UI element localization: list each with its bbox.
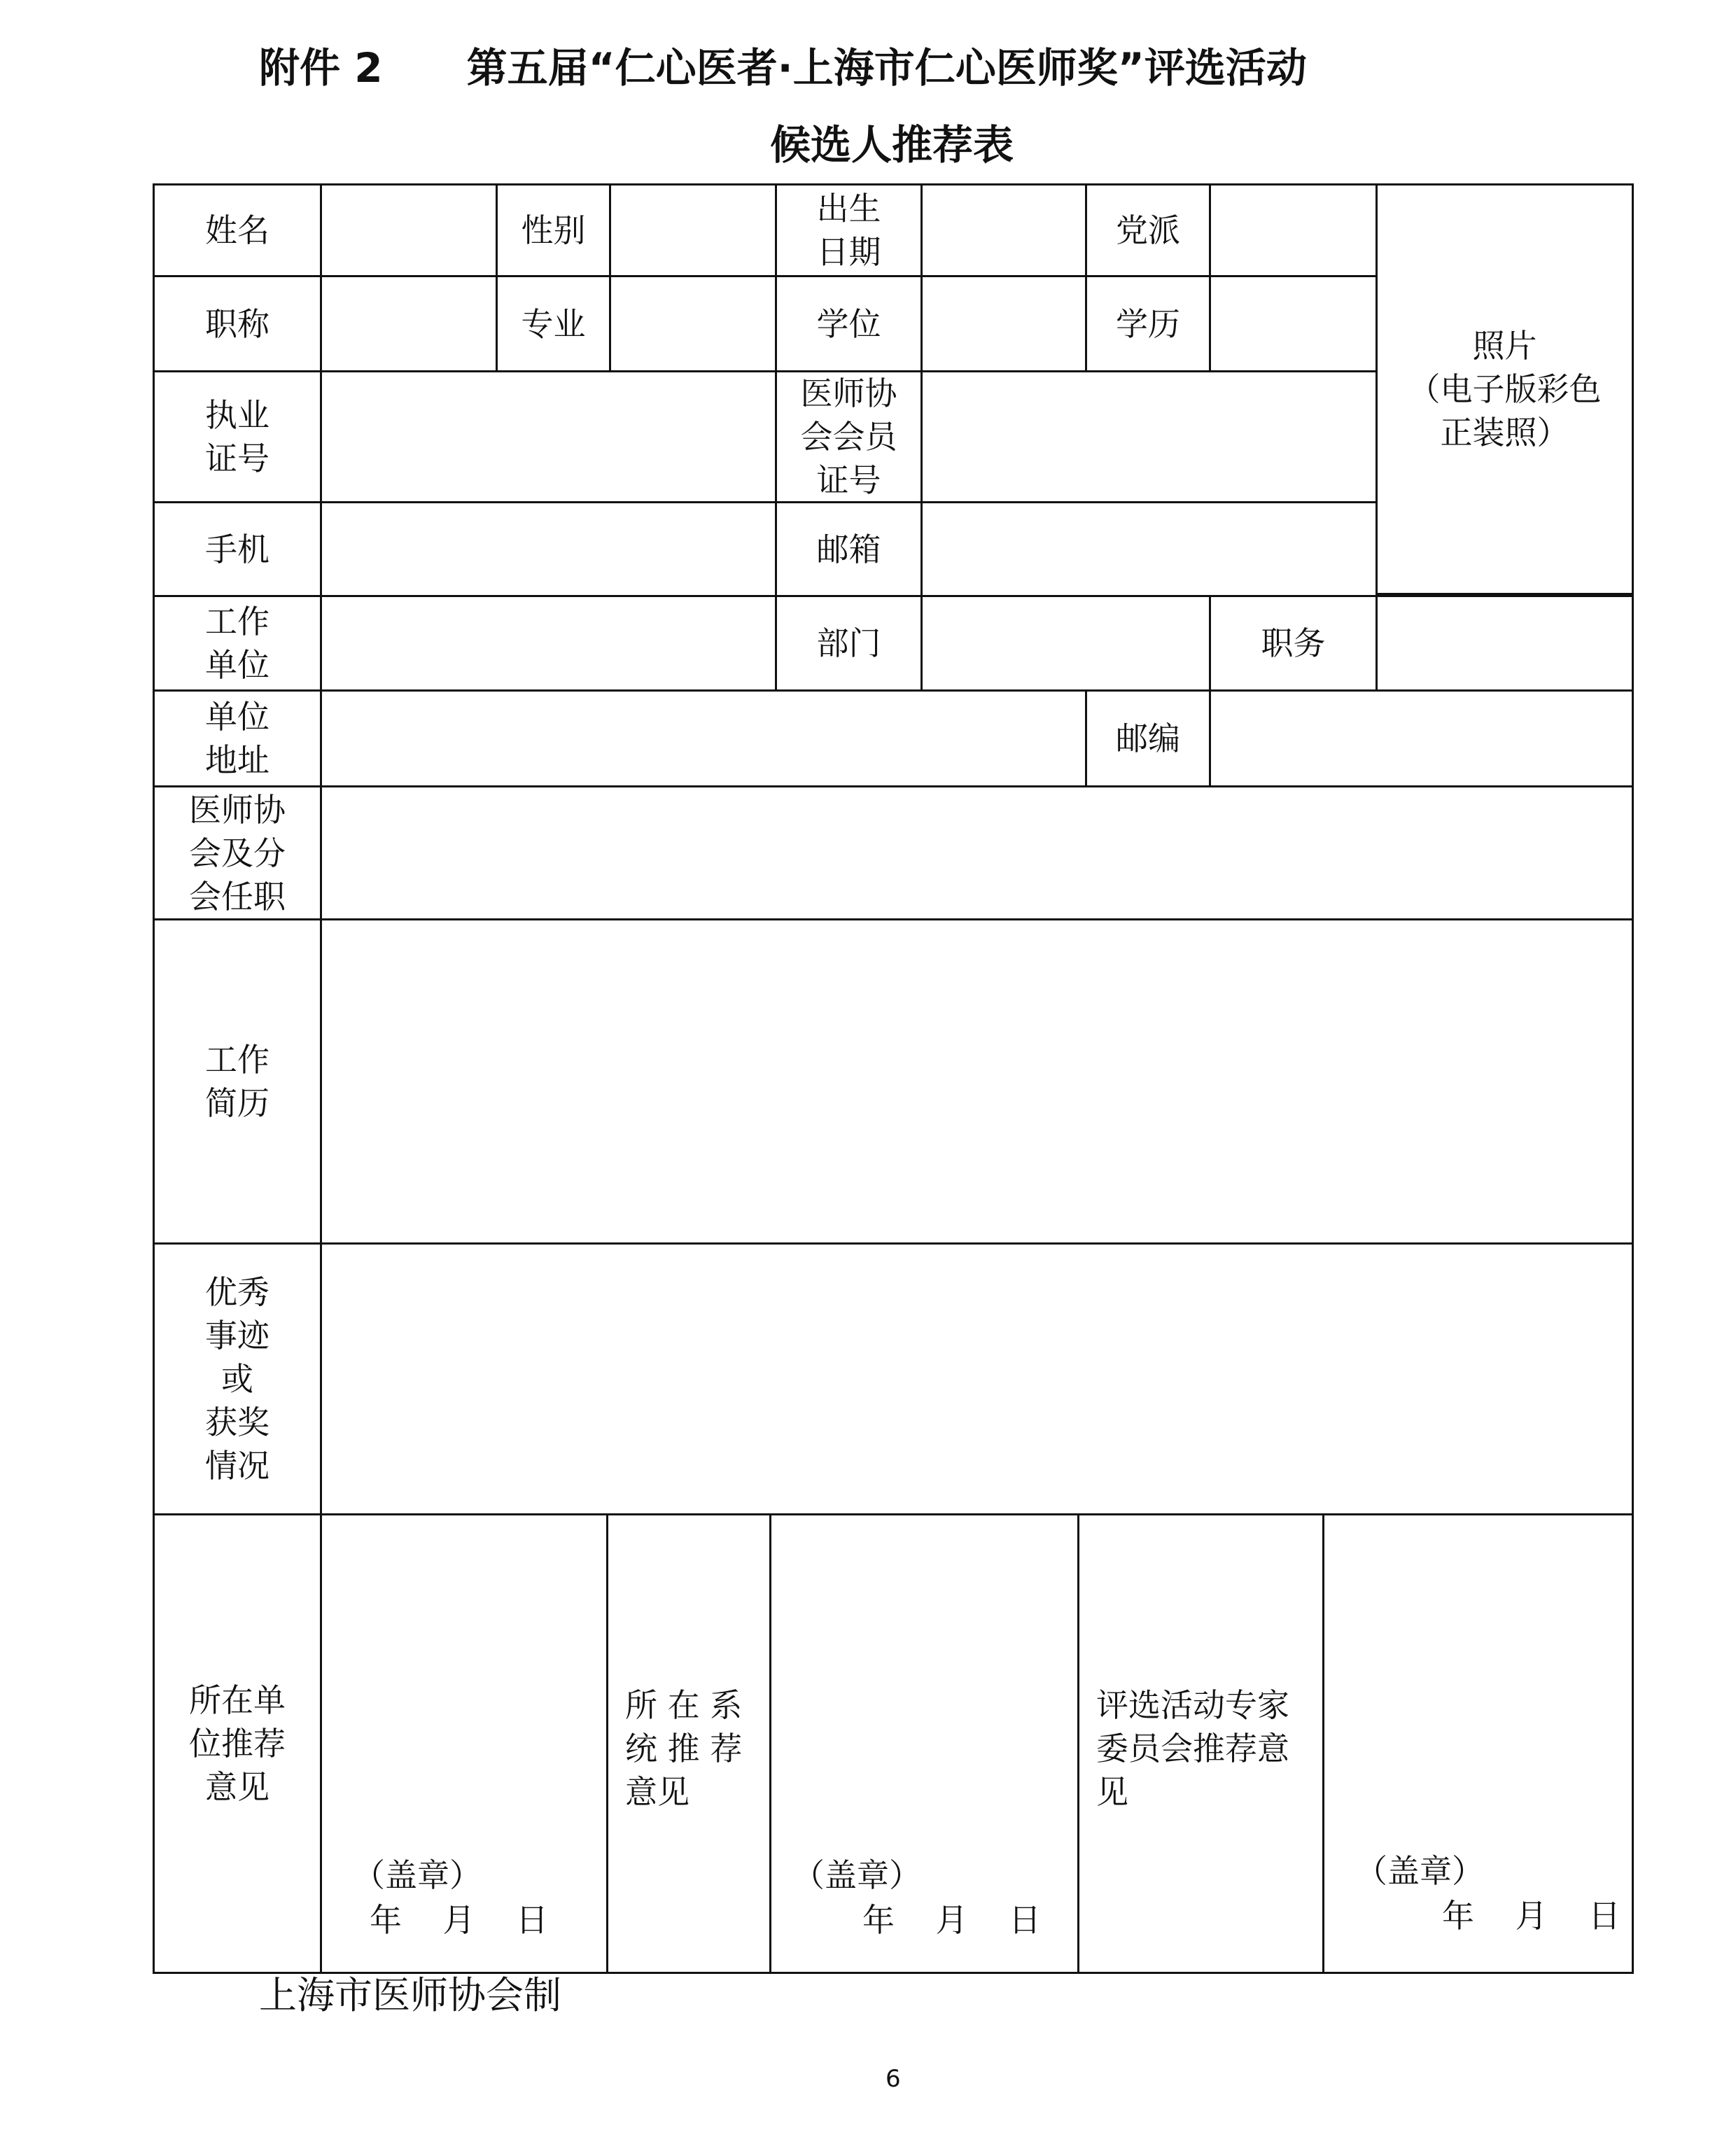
label-license-no: 执业 证号 bbox=[153, 370, 322, 503]
association-roles-field[interactable] bbox=[320, 785, 1634, 920]
degree-field[interactable] bbox=[920, 275, 1087, 372]
label-work-history: 工作 简历 bbox=[153, 918, 322, 1245]
unit-date-label: 年 月 日 bbox=[370, 1901, 548, 1939]
label-mobile: 手机 bbox=[153, 501, 322, 597]
label-major: 专业 bbox=[496, 275, 611, 372]
label-position: 职务 bbox=[1209, 595, 1378, 692]
address-field[interactable] bbox=[320, 689, 1087, 787]
label-unit-opinion: 所在单 位推荐 意见 bbox=[153, 1513, 322, 1974]
system-seal-label: （盖章） bbox=[792, 1856, 921, 1894]
attachment-label: 附件 2 bbox=[259, 44, 383, 92]
mobile-field[interactable] bbox=[320, 501, 777, 597]
label-degree: 学位 bbox=[775, 275, 923, 372]
expert-date-label: 年 月 日 bbox=[1442, 1897, 1620, 1935]
label-party: 党派 bbox=[1085, 183, 1211, 277]
work-history-field[interactable] bbox=[320, 918, 1634, 1245]
unit-opinion-box[interactable] bbox=[320, 1513, 608, 1974]
label-address: 单位 地址 bbox=[153, 689, 322, 787]
department-field[interactable] bbox=[920, 595, 1211, 692]
major-field[interactable] bbox=[609, 275, 777, 372]
achievements-field[interactable] bbox=[320, 1242, 1634, 1515]
system-date-label: 年 月 日 bbox=[862, 1901, 1041, 1939]
label-title: 职称 bbox=[153, 275, 322, 372]
birth-date-field[interactable] bbox=[920, 183, 1087, 277]
gender-field[interactable] bbox=[609, 183, 777, 277]
recommendation-form bbox=[153, 183, 1634, 1974]
label-birth-date: 出生 日期 bbox=[775, 183, 923, 277]
postcode-field[interactable] bbox=[1209, 689, 1634, 787]
label-department: 部门 bbox=[775, 595, 923, 692]
party-field[interactable] bbox=[1209, 183, 1378, 277]
name-field[interactable] bbox=[320, 183, 498, 277]
employer-field[interactable] bbox=[320, 595, 777, 692]
label-email: 邮箱 bbox=[775, 501, 923, 597]
education-field[interactable] bbox=[1209, 275, 1378, 372]
label-postcode: 邮编 bbox=[1085, 689, 1211, 787]
expert-seal-label: （盖章） bbox=[1355, 1852, 1484, 1890]
email-field[interactable] bbox=[920, 501, 1378, 597]
title-text: 第五届“仁心医者·上海市仁心医师奖”评选活动 bbox=[466, 44, 1307, 92]
page-title bbox=[259, 35, 1307, 94]
label-education: 学历 bbox=[1085, 275, 1211, 372]
title-field[interactable] bbox=[320, 275, 498, 372]
footer-maker: 上海市医师协会制 bbox=[259, 1973, 561, 2017]
expert-opinion-box[interactable] bbox=[1322, 1513, 1634, 1974]
license-no-field[interactable] bbox=[320, 370, 777, 503]
unit-seal-label: （盖章） bbox=[353, 1856, 482, 1894]
label-gender: 性别 bbox=[496, 183, 611, 277]
label-achievements: 优秀 事迹 或 获奖 情况 bbox=[153, 1242, 322, 1515]
position-field[interactable] bbox=[1376, 595, 1634, 692]
label-member-no: 医师协 会会员 证号 bbox=[775, 370, 923, 503]
page-subtitle: 候选人推荐表 bbox=[770, 121, 1014, 169]
label-employer: 工作 单位 bbox=[153, 595, 322, 692]
label-association-roles: 医师协 会及分 会任职 bbox=[153, 785, 322, 920]
label-expert-opinion: 评选活动专家 委员会推荐意 见 bbox=[1077, 1513, 1324, 1974]
label-name: 姓名 bbox=[153, 183, 322, 277]
member-no-field[interactable] bbox=[920, 370, 1378, 503]
photo-box[interactable]: 照片 （电子版彩色 正装照） bbox=[1376, 183, 1634, 595]
label-system-opinion: 所 在 系 统 推 荐 意见 bbox=[606, 1513, 771, 1974]
page-number: 6 bbox=[886, 2065, 901, 2093]
system-opinion-box[interactable] bbox=[769, 1513, 1079, 1974]
